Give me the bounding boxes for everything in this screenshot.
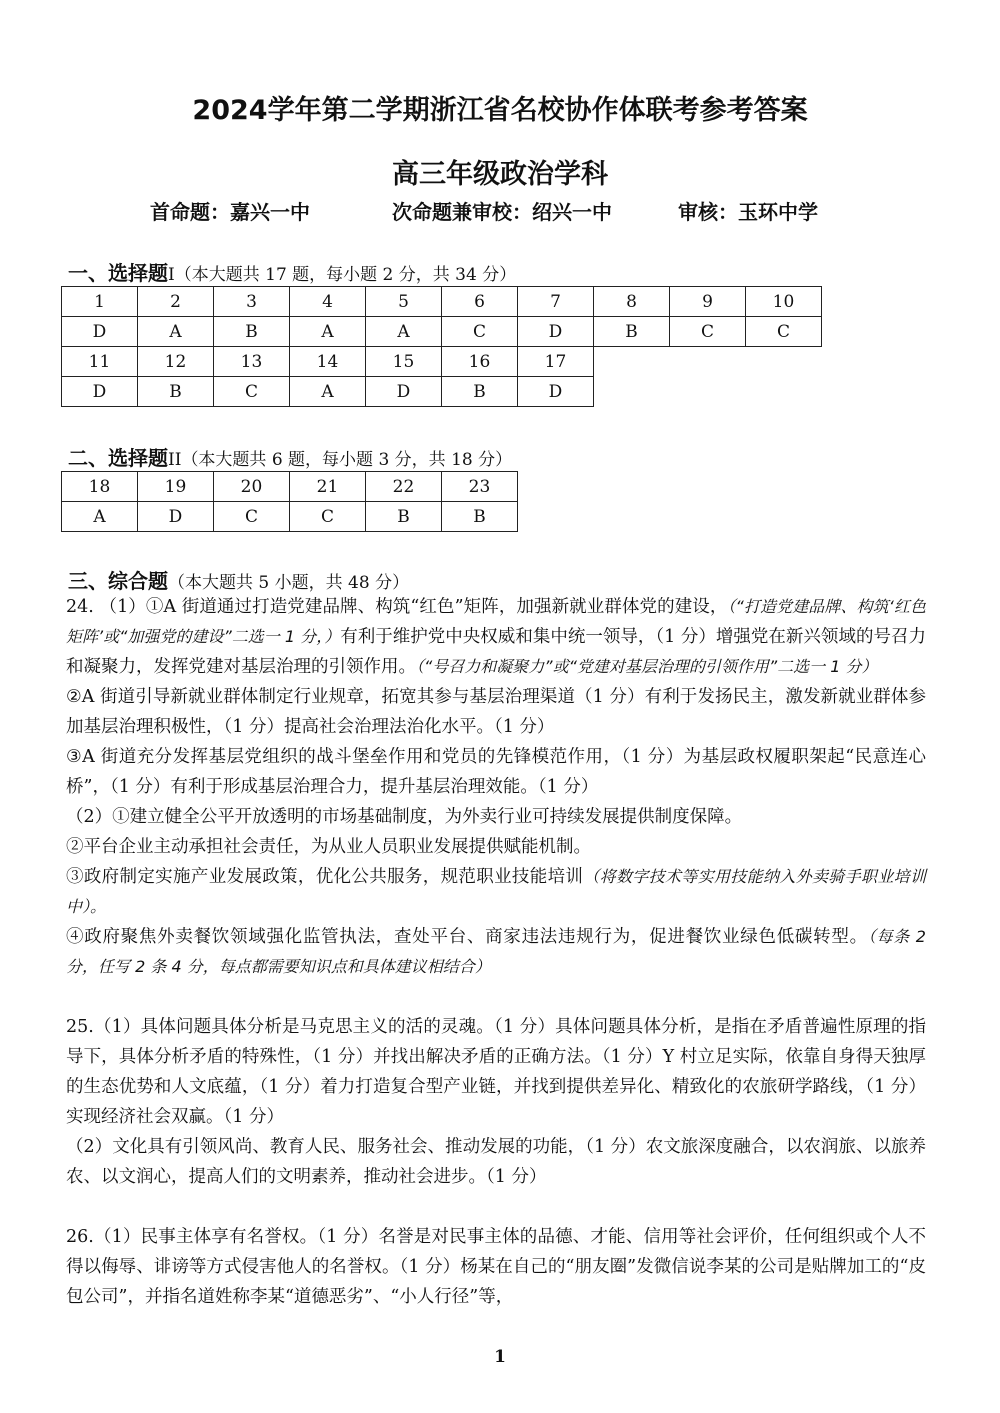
question-number-cell: 20: [214, 472, 290, 502]
question-number-cell: 7: [518, 287, 594, 317]
empty-cell: [594, 347, 670, 377]
answer-cell: A: [366, 317, 442, 347]
answer-table-2: [61, 471, 518, 532]
q25-part2: （2）文化具有引领风尚、教育人民、服务社会、推动发展的功能，（1 分）农文旅深度融合，以农润旅、以旅养农、以文润心，提高人们的文明素养，推动社会进步。（1 分）: [66, 1137, 926, 1187]
question-number-cell: 1: [62, 287, 138, 317]
scoring-note: （“打造党建品牌、构筑‘红色矩阵’或“加强党的建设”二选一 1 分，）: [66, 597, 926, 646]
answer-text: ③政府制定实施产业发展政策，优化公共服务，规范职业技能培训: [66, 867, 584, 887]
question-number-cell: 13: [214, 347, 290, 377]
q24-part2-point4: [66, 922, 926, 982]
question-number-cell: 17: [518, 347, 594, 377]
question-number-cell: 14: [290, 347, 366, 377]
answer-text: 有利于维护党中央权威和集中统一领导，（1 分）增强党在新兴领域的号召力和凝聚力，发挥党建对基层治理的引领作用。: [66, 627, 926, 677]
answer-cell: B: [138, 377, 214, 407]
question-number-cell: 12: [138, 347, 214, 377]
answer-cell: D: [366, 377, 442, 407]
empty-cell: [670, 377, 746, 407]
answer-cell: B: [442, 377, 518, 407]
section2-roman: II: [168, 450, 182, 470]
question-number-cell: 22: [366, 472, 442, 502]
spacer: [66, 982, 926, 1012]
q24-part1-point3: ③A 街道充分发挥基层党组织的战斗堡垒作用和党员的先锋模范作用，（1 分）为基层政权履职架起“民意连心桥”，（1 分）有利于形成基层治理合力，提升基层治理效能。（1 分）: [66, 747, 926, 797]
section3-heading: [68, 565, 409, 594]
answer-cell: D: [62, 377, 138, 407]
section2-heading: [68, 442, 512, 471]
q24-part2-point2: ②平台企业主动承担社会责任，为从业人员职业发展提供赋能机制。: [66, 837, 591, 857]
scoring-note: （每条 2 分，任写 2 条 4 分，每点都需要知识点和具体建议相结合）: [66, 927, 926, 976]
answer-cell: D: [62, 317, 138, 347]
document-title: 2024学年第二学期浙江省名校协作体联考参考答案: [192, 95, 808, 126]
table-row: [62, 317, 822, 347]
q24-part1: [66, 592, 926, 682]
question-number-cell: 18: [62, 472, 138, 502]
answer-cell: A: [290, 317, 366, 347]
question-number-cell: 5: [366, 287, 442, 317]
section1-title: 一、选择题: [68, 261, 168, 285]
table-row: [62, 347, 822, 377]
q25-part1: 25.（1）具体问题具体分析是马克思主义的活的灵魂。（1 分）具体问题具体分析，是指在矛盾普遍性原理的指导下，具体分析矛盾的特殊性，（1 分）并找出解决矛盾的正确方法。（1 分）Y 村立足实际，依靠自身得天独厚的生态优势和人文底蕴，（1 分）着力打造复合型产业链，并找到提供差异化、精致化的农旅研学路线，（1 分）实现经济社会双赢。（1 分）: [66, 1017, 926, 1127]
section1-detail: （本大题共 17 题，每小题 2 分，共 34 分）: [174, 265, 517, 285]
table-row: [62, 472, 518, 502]
answer-cell: C: [214, 377, 290, 407]
answer-cell: B: [366, 502, 442, 532]
question-number-cell: 11: [62, 347, 138, 377]
q24-part2-point1: （2）①建立健全公平开放透明的市场基础制度，为外卖行业可持续发展提供制度保障。: [66, 807, 743, 827]
answer-cell: D: [138, 502, 214, 532]
answer-text: 24. （1）①A 街道通过打造党建品牌、构筑“红色”矩阵，加强新就业群体党的建设，: [66, 597, 728, 617]
question-number-cell: 21: [290, 472, 366, 502]
section2-detail: （本大题共 6 题，每小题 3 分，共 18 分）: [181, 450, 513, 470]
answer-cell: B: [594, 317, 670, 347]
answer-cell: A: [62, 502, 138, 532]
document-subtitle: 高三年级政治学科: [392, 159, 608, 190]
scoring-note: （将数字技术等实用技能纳入外卖骑手职业培训中）。: [66, 867, 926, 916]
answer-cell: A: [138, 317, 214, 347]
empty-cell: [746, 377, 822, 407]
answer-cell: C: [746, 317, 822, 347]
first-setter: 首命题：嘉兴一中: [150, 200, 310, 224]
scoring-note: （“号召力和凝聚力”或“党建对基层治理的引领作用”二选一 1 分）: [416, 657, 878, 676]
section2-title: 二、选择题: [68, 446, 168, 470]
answer-table-1: [61, 286, 822, 407]
q24-part2-point3: [66, 862, 926, 922]
question-number-cell: 6: [442, 287, 518, 317]
credits-line: [150, 196, 850, 228]
section1-roman: I: [168, 265, 175, 285]
question-number-cell: 15: [366, 347, 442, 377]
table-row: [62, 502, 518, 532]
question-number-cell: 16: [442, 347, 518, 377]
answer-cell: C: [670, 317, 746, 347]
section1-heading: [68, 257, 516, 286]
essay-answers: [66, 592, 926, 1312]
second-setter: 次命题兼审校：绍兴一中: [392, 200, 612, 224]
page-number: 1: [494, 1347, 506, 1367]
answer-cell: D: [518, 317, 594, 347]
empty-cell: [746, 347, 822, 377]
q24-part1-point2: ②A 街道引导新就业群体制定行业规章，拓宽其参与基层治理渠道（1 分）有利于发扬民主，激发新就业群体参加基层治理积极性，（1 分）提高社会治理法治化水平。（1 分）: [66, 687, 926, 737]
section3-detail: （本大题共 5 小题，共 48 分）: [168, 573, 410, 593]
answer-text: ④政府聚焦外卖餐饮领域强化监管执法，查处平台、商家违法违规行为，促进餐饮业绿色低碳转型。: [66, 927, 868, 947]
reviewer: 审核：玉环中学: [678, 200, 818, 224]
answer-cell: A: [290, 377, 366, 407]
table-row: [62, 377, 822, 407]
table-row: [62, 287, 822, 317]
question-number-cell: 3: [214, 287, 290, 317]
question-number-cell: 2: [138, 287, 214, 317]
question-number-cell: 4: [290, 287, 366, 317]
q26-part1: 26.（1）民事主体享有名誉权。（1 分）名誉是对民事主体的品德、才能、信用等社会评价，任何组织或个人不得以侮辱、诽谤等方式侵害他人的名誉权。（1 分）杨某在自己的“朋友圈”发微信说李某的公司是贴牌加工的“皮包公司”，并指名道姓称李某“道德恶劣”、“小人行径”等，: [66, 1227, 926, 1307]
question-number-cell: 10: [746, 287, 822, 317]
answer-cell: B: [214, 317, 290, 347]
empty-cell: [670, 347, 746, 377]
spacer: [66, 1192, 926, 1222]
question-number-cell: 23: [442, 472, 518, 502]
section3-title: 三、综合题: [68, 569, 168, 593]
answer-cell: C: [442, 317, 518, 347]
answer-cell: D: [518, 377, 594, 407]
empty-cell: [594, 377, 670, 407]
question-number-cell: 9: [670, 287, 746, 317]
question-number-cell: 8: [594, 287, 670, 317]
answer-cell: C: [290, 502, 366, 532]
question-number-cell: 19: [138, 472, 214, 502]
answer-cell: B: [442, 502, 518, 532]
answer-cell: C: [214, 502, 290, 532]
